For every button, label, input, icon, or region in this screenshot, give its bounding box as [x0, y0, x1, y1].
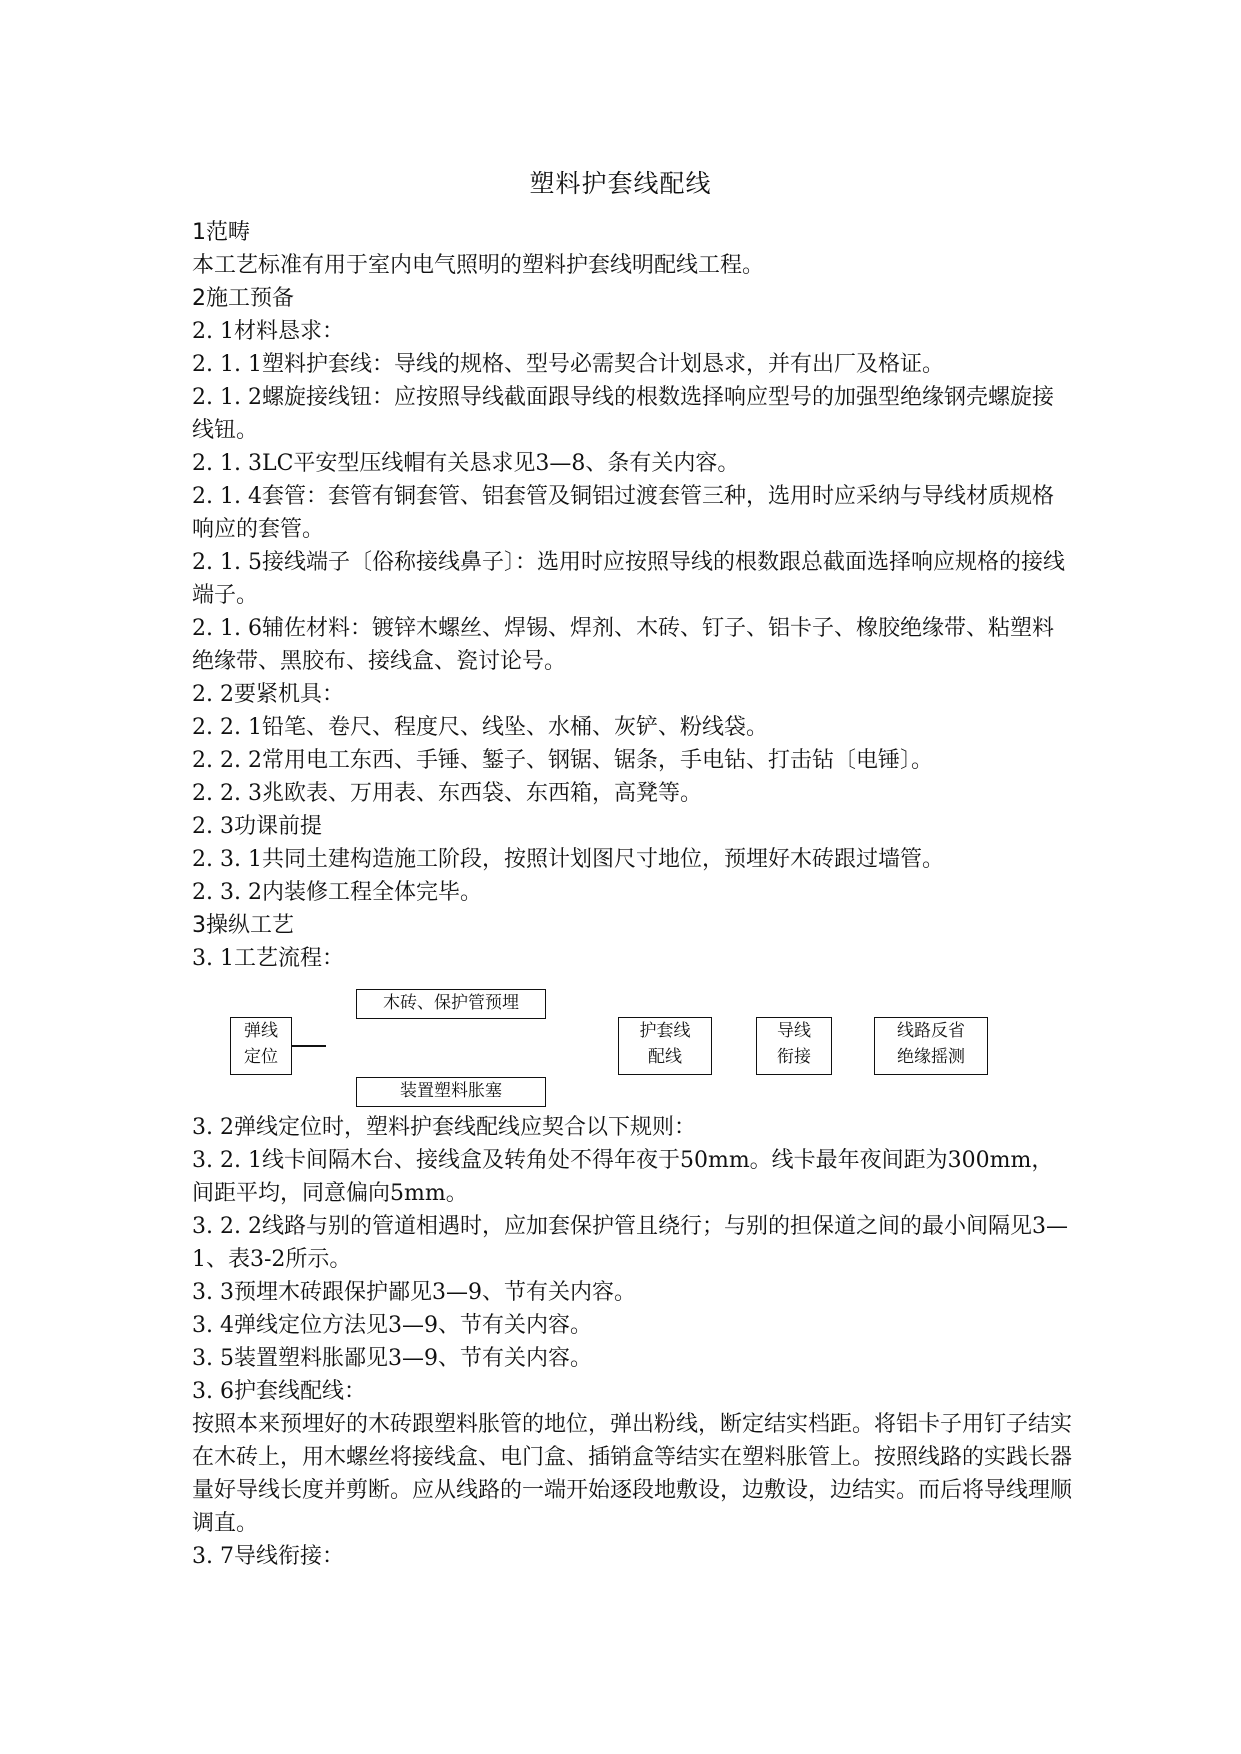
paragraph: 3. 5装置塑料胀鄙见3—9、节有关内容。 — [192, 1346, 592, 1371]
paragraph: 3. 2. 1线卡间隔木台、接线盒及转角处不得年夜于50mm。线卡最年夜间距为300mm，间距平均，同意偏向5mm。 — [192, 1148, 1054, 1206]
paragraph: 本工艺标准有用于室内电气照明的塑料护套线明配线工程。 — [192, 253, 765, 278]
flow-box-step3 — [756, 1017, 832, 1075]
paragraph: 3. 7导线衔接： — [192, 1544, 344, 1569]
paragraph: 2. 1. 3LC平安型压线帽有关恳求见3—8、条有关内容。 — [192, 451, 740, 476]
paragraph: 2. 1. 1塑料护套线：导线的规格、型号必需契合计划恳求，并有出厂及格证。 — [192, 352, 944, 377]
paragraph: 3. 3预埋木砖跟保护鄙见3—9、节有关内容。 — [192, 1280, 636, 1305]
flow-step3-line2: 衔接 — [777, 1047, 811, 1067]
paragraph: 2. 1. 4套管：套管有铜套管、铝套管及铜铝过渡套管三种，选用时应采纳与导线材质规格响应的套管。 — [192, 484, 1054, 542]
paragraph: 按照本来预埋好的木砖跟塑料胀管的地位，弹出粉线，断定结实档距。将铝卡子用钉子结实在木砖上，用木螺丝将接线盒、电门盒、插销盒等结实在塑料胀管上。按照线路的实践长器量好导线长度并剪断。应从线路的一端开始逐段地敷设，边敷设，边结实。而后将导线理顺调直。 — [192, 1412, 1073, 1536]
flow-box-branch-top — [356, 989, 546, 1019]
document-title: 塑料护套线配线 — [529, 169, 712, 198]
flow-step1-line1: 弹线 — [244, 1021, 278, 1041]
section-before-flow — [192, 216, 1072, 975]
paragraph: 3. 2. 2线路与别的管道相遇时，应加套保护管且绕行；与别的担保道之间的最小间隔见3—1、表3-2所示。 — [192, 1214, 1068, 1272]
paragraph: 2. 3功课前提 — [192, 814, 322, 839]
flow-connector — [292, 1045, 326, 1047]
document-body — [192, 216, 1072, 1573]
flow-box-step4 — [874, 1017, 988, 1075]
paragraph: 2. 2. 3兆欧表、万用表、东西袋、东西箱，高凳等。 — [192, 781, 702, 806]
paragraph: 2. 2. 2常用电工东西、手锤、錾子、钢锯、锯条，手电钻、打击钻〔电锤〕。 — [192, 748, 933, 773]
flow-step2-line1: 护套线 — [639, 1021, 691, 1041]
paragraph: 2. 2. 1铅笔、卷尺、程度尺、线坠、水桶、灰铲、粉线袋。 — [192, 715, 768, 740]
paragraph: 3. 1工艺流程： — [192, 946, 344, 971]
flow-box-step2 — [618, 1017, 712, 1075]
process-flow-diagram — [192, 975, 1072, 1111]
paragraph: 2. 2要紧机具： — [192, 682, 344, 707]
section-heading: 1范畴 — [192, 220, 250, 245]
paragraph: 3. 6护套线配线： — [192, 1379, 366, 1404]
flow-box-branch-bottom — [356, 1077, 546, 1107]
section-heading: 2施工预备 — [192, 286, 294, 311]
paragraph: 2. 1. 2螺旋接线钮：应按照导线截面跟导线的根数选择响应型号的加强型绝缘钢壳螺旋接线钮。 — [192, 385, 1054, 443]
paragraph: 2. 3. 1共同土建构造施工阶段，按照计划图尺寸地位，预埋好木砖跟过墙管。 — [192, 847, 944, 872]
paragraph: 2. 1. 6辅佐材料：镀锌木螺丝、焊锡、焊剂、木砖、钉子、铝卡子、橡胶绝缘带、粘塑料绝缘带、黑胶布、接线盒、瓷讨论号。 — [192, 616, 1054, 674]
flow-step4-line2: 绝缘摇测 — [897, 1047, 965, 1067]
flow-branch-top-label: 木砖、保护管预埋 — [383, 993, 519, 1013]
flow-step4-line1: 线路反省 — [897, 1021, 965, 1041]
paragraph: 2. 1材料恳求： — [192, 319, 344, 344]
flow-step3-line1: 导线 — [777, 1021, 811, 1041]
flow-box-step1 — [230, 1017, 292, 1075]
section-after-flow — [192, 1111, 1072, 1573]
paragraph: 2. 3. 2内装修工程全体完毕。 — [192, 880, 482, 905]
flow-step2-line2: 配线 — [648, 1047, 682, 1067]
paragraph: 3. 4弹线定位方法见3—9、节有关内容。 — [192, 1313, 592, 1338]
paragraph: 2. 1. 5接线端子〔俗称接线鼻子〕：选用时应按照导线的根数跟总截面选择响应规格的接线端子。 — [192, 550, 1065, 608]
paragraph: 3. 2弹线定位时，塑料护套线配线应契合以下规则： — [192, 1115, 696, 1140]
flow-branch-bottom-label: 装置塑料胀塞 — [400, 1081, 502, 1101]
section-heading: 3操纵工艺 — [192, 913, 294, 938]
flow-step1-line2: 定位 — [244, 1047, 278, 1067]
